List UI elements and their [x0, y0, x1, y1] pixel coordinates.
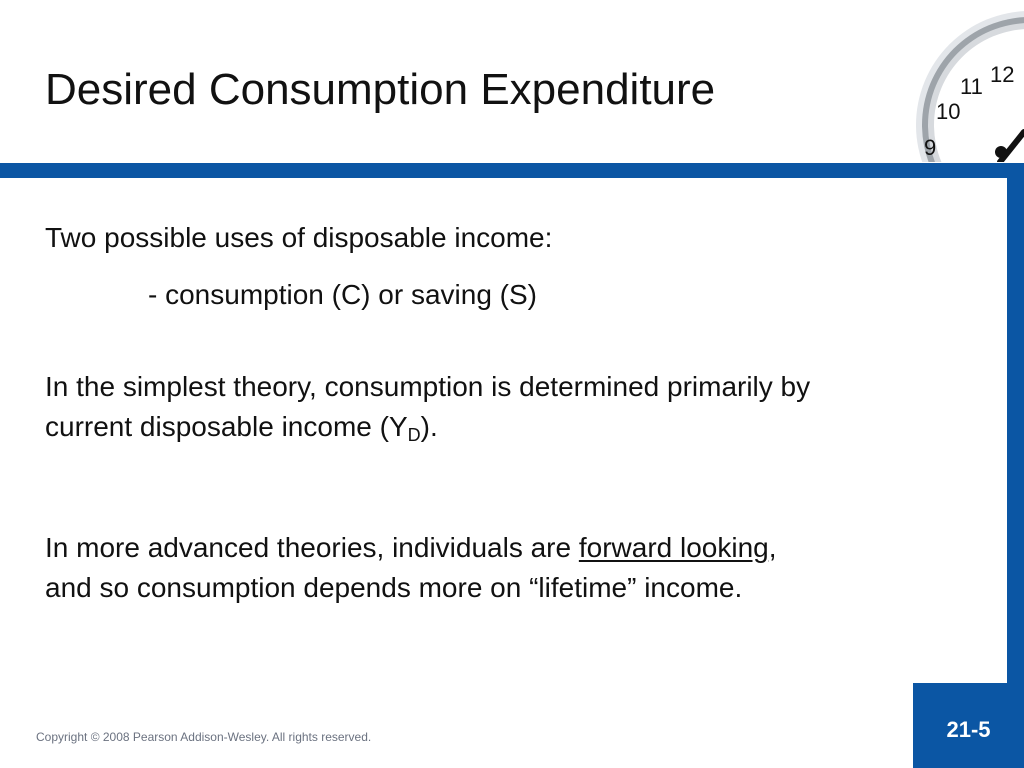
- page-number-box: [913, 683, 1024, 768]
- clock-numeral-10: 10: [936, 99, 961, 124]
- clock-numeral-9: 9: [924, 135, 937, 160]
- body-line-consumption-saving: - consumption (C) or saving (S): [148, 279, 538, 310]
- body-line-lifetime-income: and so consumption depends more on “lifetime” income.: [45, 572, 743, 603]
- disposable-income-close: ).: [420, 411, 438, 442]
- slide-title: Desired Consumption Expenditure: [45, 65, 716, 114]
- disposable-income-text: current disposable income (Y: [45, 411, 408, 442]
- page-number: 21-5: [946, 716, 991, 742]
- clock-numeral-11: 11: [960, 74, 983, 99]
- clock-numeral-12: 12: [990, 62, 1015, 87]
- forward-looking-term: forward looking: [578, 532, 769, 563]
- clock-icon: [890, 0, 1024, 162]
- advanced-theories-comma: ,: [768, 532, 777, 563]
- body-line-disposable-income: [45, 407, 438, 447]
- body-line-simplest-theory: In the simplest theory, consumption is determined primarily by: [45, 371, 811, 402]
- subscript-d: D: [407, 425, 421, 445]
- header-divider-bar: [0, 163, 1024, 178]
- body-line-uses: Two possible uses of disposable income:: [45, 222, 553, 253]
- advanced-theories-text: In more advanced theories, individuals are: [45, 532, 579, 563]
- copyright-notice: Copyright © 2008 Pearson Addison-Wesley. All rights reserved.: [36, 730, 372, 744]
- right-edge-bar: [1007, 163, 1024, 768]
- body-line-advanced-theories: [45, 528, 777, 568]
